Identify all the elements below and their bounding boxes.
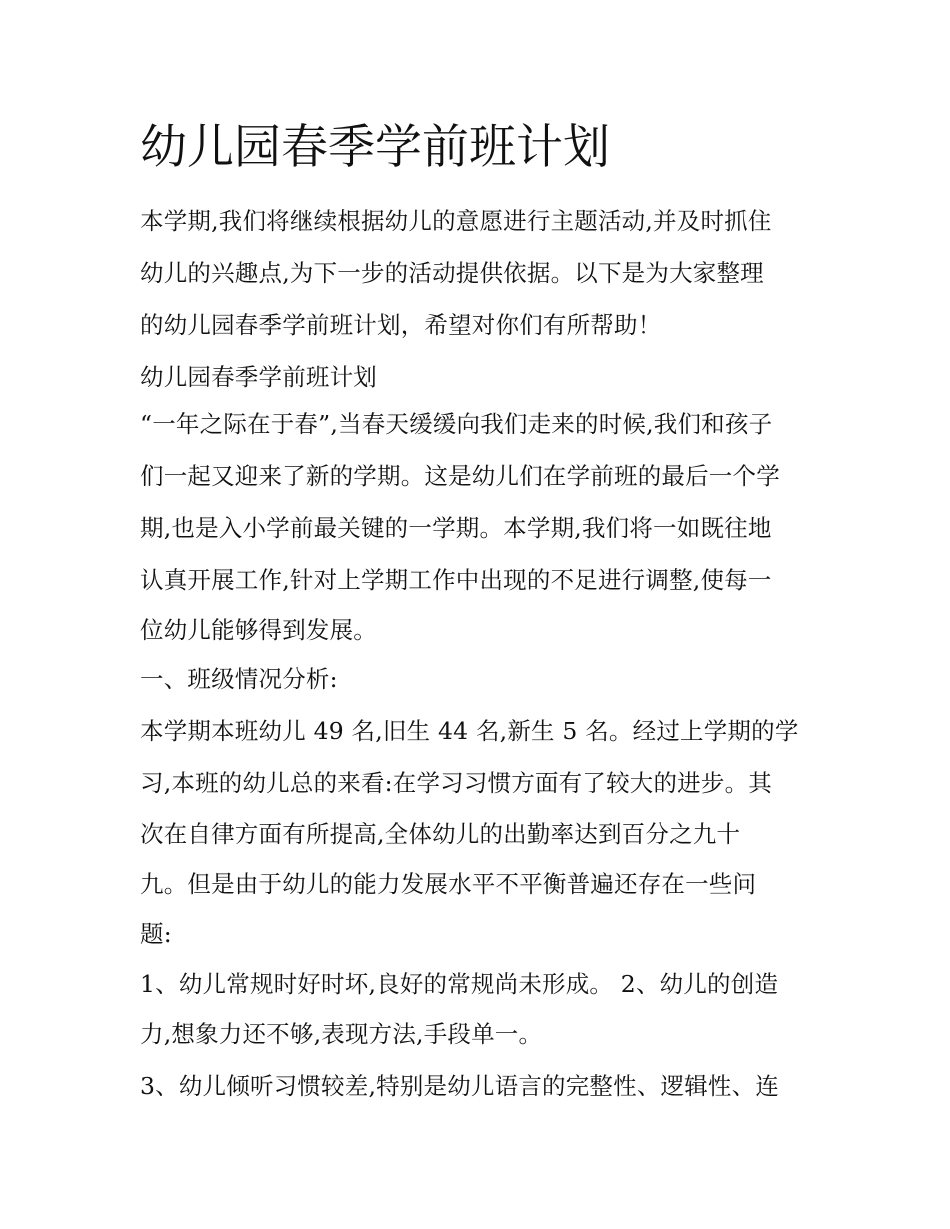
text-line-intro-1: 本学期,我们将继续根据幼儿的意愿进行主题活动,并及时抓住 (140, 207, 772, 235)
text-line-intro-2: 幼儿的兴趣点,为下一步的活动提供依据。以下是为大家整理 (140, 259, 764, 287)
list-item-problem-2: 力,想象力还不够,表现方法,手段单一。 (140, 1020, 543, 1048)
subtitle-line: 幼儿园春季学前班计划 (140, 363, 377, 391)
text-line-analysis-4: 九。但是由于幼儿的能力发展水平不平衡普遍还存在一些问 (140, 870, 757, 898)
list-item-problem-3: 3、幼儿倾听习惯较差,特别是幼儿语言的完整性、逻辑性、连 (140, 1072, 780, 1100)
text-line-analysis-5: 题: (140, 920, 172, 948)
section-heading-class-analysis: 一、班级情况分析: (140, 665, 338, 693)
text-line-body-5: 位幼儿能够得到发展。 (140, 616, 377, 644)
list-item-problem-1: 1、幼儿常规时好时坏,良好的常规尚未形成。 2、幼儿的创造 (140, 970, 779, 998)
text-line-body-4: 认真开展工作,针对上学期工作中出现的不足进行调整,使每一 (140, 566, 772, 594)
text-line-body-2: 们一起又迎来了新的学期。这是幼儿们在学前班的最后一个学 (140, 462, 780, 490)
text-line-intro-3: 的幼儿园春季学前班计划，希望对你们有所帮助！ (140, 311, 662, 339)
text-line-body-1: “一年之际在于春”,当春天缓缓向我们走来的时候,我们和孩子 (140, 410, 773, 438)
text-line-analysis-2: 习,本班的幼儿总的来看:在学习习惯方面有了较大的进步。其 (140, 769, 772, 797)
text-line-analysis-1: 本学期本班幼儿 49 名,旧生 44 名,新生 5 名。经过上学期的学 (140, 717, 799, 745)
document-title: 幼儿园春季学前班计划 (140, 120, 610, 175)
text-line-analysis-3: 次在自律方面有所提高,全体幼儿的出勤率达到百分之九十 (140, 820, 741, 848)
text-line-body-3: 期,也是入小学前最关键的一学期。本学期,我们将一如既往地 (140, 514, 772, 542)
